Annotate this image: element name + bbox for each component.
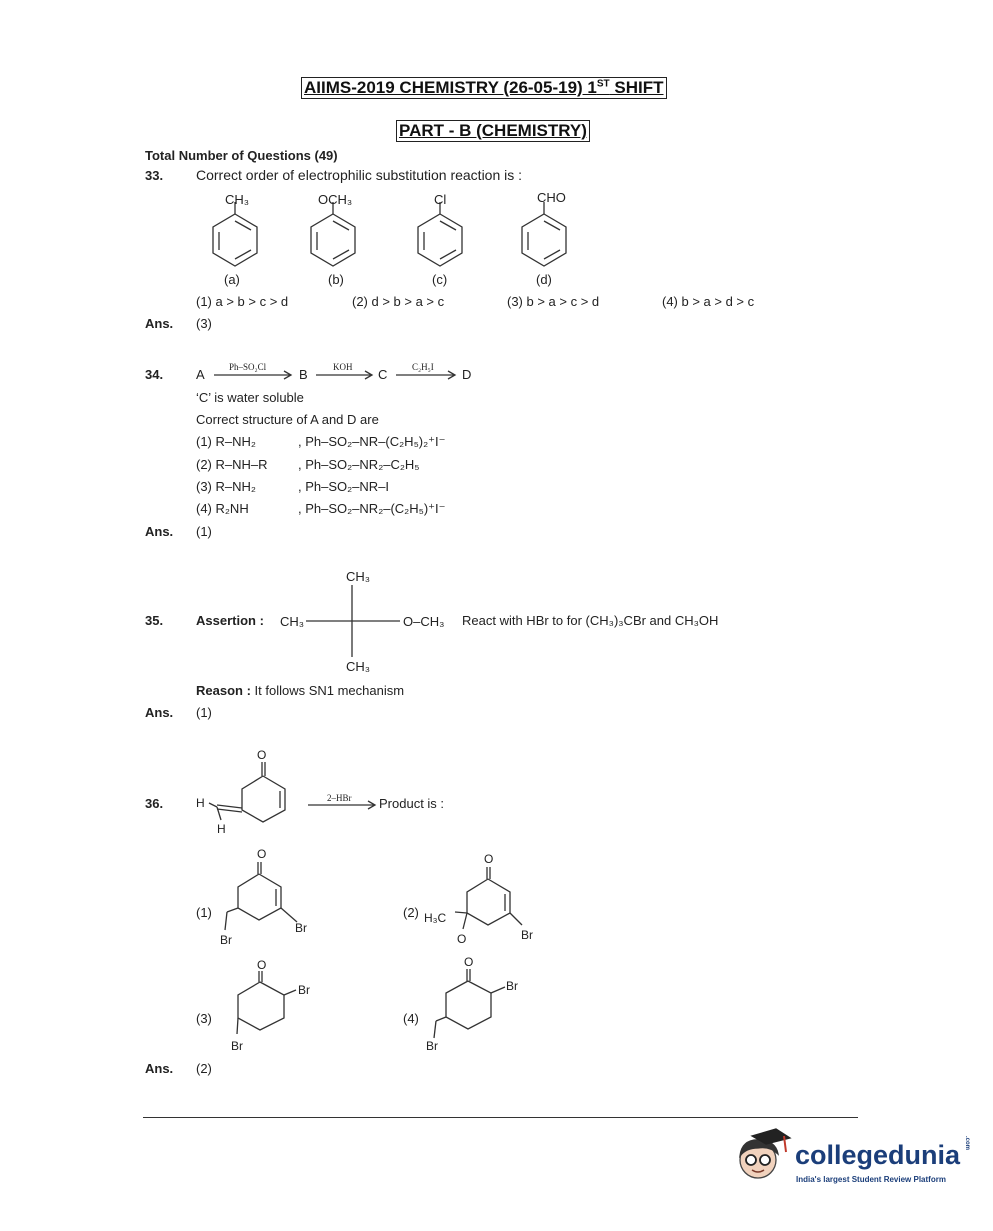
benzene-structure-c bbox=[410, 210, 470, 270]
q36-ans: (2) bbox=[196, 1061, 212, 1076]
opt1-o: O bbox=[257, 847, 267, 861]
q33-ans-label: Ans. bbox=[145, 316, 174, 331]
label-d: (d) bbox=[536, 272, 552, 287]
brand-tagline: India's largest Student Review Platform bbox=[796, 1175, 946, 1184]
scheme-d: D bbox=[462, 367, 472, 382]
benzene-structure-a bbox=[205, 210, 265, 270]
q33-number: 33. bbox=[145, 168, 164, 183]
q33-option-2: (2) d > b > a > c bbox=[352, 294, 445, 309]
substituent-b: OCH₃ bbox=[318, 192, 353, 207]
reagent-3: C₂H₅I bbox=[412, 362, 434, 372]
q33-ans: (3) bbox=[196, 316, 212, 331]
q36-option-1: (1) bbox=[196, 905, 212, 920]
ch3-bottom: CH₃ bbox=[346, 659, 371, 674]
opt3-br-bottom: Br bbox=[231, 1039, 243, 1053]
q34-option-1-left: (1) R–NH₂ bbox=[196, 434, 256, 449]
q35-ans-label: Ans. bbox=[145, 705, 174, 720]
q34-option-4-left: (4) R₂NH bbox=[196, 501, 249, 516]
label-c: (c) bbox=[432, 272, 448, 287]
arrow-2 bbox=[316, 375, 376, 383]
q35-number: 35. bbox=[145, 613, 164, 628]
tert-butyl-bonds bbox=[300, 585, 410, 660]
q34-ans: (1) bbox=[196, 524, 212, 539]
q34-ans-label: Ans. bbox=[145, 524, 174, 539]
q33-text: Correct order of electrophilic substitution reaction is : bbox=[196, 167, 523, 183]
label-b: (b) bbox=[328, 272, 344, 287]
reaction-arrow bbox=[308, 805, 378, 813]
och3-group: O–CH₃ bbox=[403, 614, 445, 629]
part-heading: PART - B (CHEMISTRY) bbox=[396, 120, 590, 142]
q34-option-4-right: , Ph–SO₂–NR₂–(C₂H₅)⁺I⁻ bbox=[298, 501, 446, 516]
scheme-c: C bbox=[378, 367, 388, 382]
q36-number: 36. bbox=[145, 796, 164, 811]
opt2-o-top: O bbox=[484, 852, 494, 866]
q36-option-3: (3) bbox=[196, 1011, 212, 1026]
assertion-text: React with HBr to for (CH₃)₃CBr and CH₃OH bbox=[462, 613, 719, 628]
opt2-o-bottom: O bbox=[457, 932, 467, 946]
opt4-br-bottom: Br bbox=[426, 1039, 438, 1053]
benzene-structure-d bbox=[514, 210, 574, 270]
substituent-c: Cl bbox=[434, 192, 447, 207]
reactant-o: O bbox=[257, 748, 267, 762]
scheme-b: B bbox=[299, 367, 308, 382]
opt3-o: O bbox=[257, 958, 267, 972]
brand-logo: collegedunia .com bbox=[795, 1135, 971, 1170]
opt4-br-right: Br bbox=[506, 979, 518, 993]
opt2-h3c: H₃C bbox=[424, 911, 447, 925]
arrow-3 bbox=[396, 375, 456, 383]
q34-option-3-right: , Ph–SO₂–NR–I bbox=[298, 479, 390, 494]
reactant-structure bbox=[205, 760, 295, 830]
substituent-a: CH₃ bbox=[225, 192, 250, 207]
q36-option-4: (4) bbox=[403, 1011, 419, 1026]
benzene-structure-b bbox=[303, 210, 363, 270]
opt1-br-right: Br bbox=[295, 921, 307, 935]
q33-option-1: (1) a > b > c > d bbox=[196, 294, 289, 309]
assertion-label: Assertion : bbox=[196, 613, 264, 628]
q36-option-2: (2) bbox=[403, 905, 419, 920]
opt2-br: Br bbox=[521, 928, 533, 942]
opt3-br-right: Br bbox=[298, 983, 310, 997]
product-text: Product is : bbox=[379, 796, 445, 811]
q34-option-3-left: (3) R–NH₂ bbox=[196, 479, 256, 494]
reagent-hbr: 2–HBr bbox=[327, 793, 352, 803]
q34-line1: ‘C’ is water soluble bbox=[196, 390, 304, 405]
total-questions: Total Number of Questions (49) bbox=[145, 148, 338, 163]
arrow-1 bbox=[214, 375, 294, 383]
option-3-structure bbox=[225, 970, 305, 1040]
scheme-a: A bbox=[196, 367, 205, 382]
ch3-top: CH₃ bbox=[346, 569, 371, 584]
label-a: (a) bbox=[224, 272, 240, 287]
q33-option-4: (4) b > a > d > c bbox=[662, 294, 755, 309]
footer-divider bbox=[143, 1117, 858, 1118]
q35-ans: (1) bbox=[196, 705, 212, 720]
reason: Reason : It follows SN1 mechanism bbox=[196, 683, 405, 698]
reactant-h1: H bbox=[196, 796, 205, 810]
ch3-left: CH₃ bbox=[280, 614, 305, 629]
reagent-1: Ph–SO₂Cl bbox=[229, 362, 267, 372]
q36-ans-label: Ans. bbox=[145, 1061, 174, 1076]
q34-option-2-right: , Ph–SO₂–NR₂–C₂H₅ bbox=[298, 457, 420, 472]
q33-option-3: (3) b > a > c > d bbox=[507, 294, 600, 309]
opt4-o: O bbox=[464, 955, 474, 969]
substituent-d: CHO bbox=[537, 190, 566, 205]
q34-option-1-right: , Ph–SO₂–NR–(C₂H₅)₂⁺I⁻ bbox=[298, 434, 446, 449]
q34-option-2-left: (2) R–NH–R bbox=[196, 457, 268, 472]
page-title: AIIMS-2019 CHEMISTRY (26-05-19) 1ST SHIFT bbox=[301, 77, 667, 99]
reactant-h2: H bbox=[217, 822, 226, 836]
q34-line2: Correct structure of A and D are bbox=[196, 412, 379, 427]
mascot-logo-icon bbox=[732, 1128, 792, 1190]
opt1-br-left: Br bbox=[220, 933, 232, 947]
q34-number: 34. bbox=[145, 367, 164, 382]
reagent-2: KOH bbox=[333, 362, 353, 372]
